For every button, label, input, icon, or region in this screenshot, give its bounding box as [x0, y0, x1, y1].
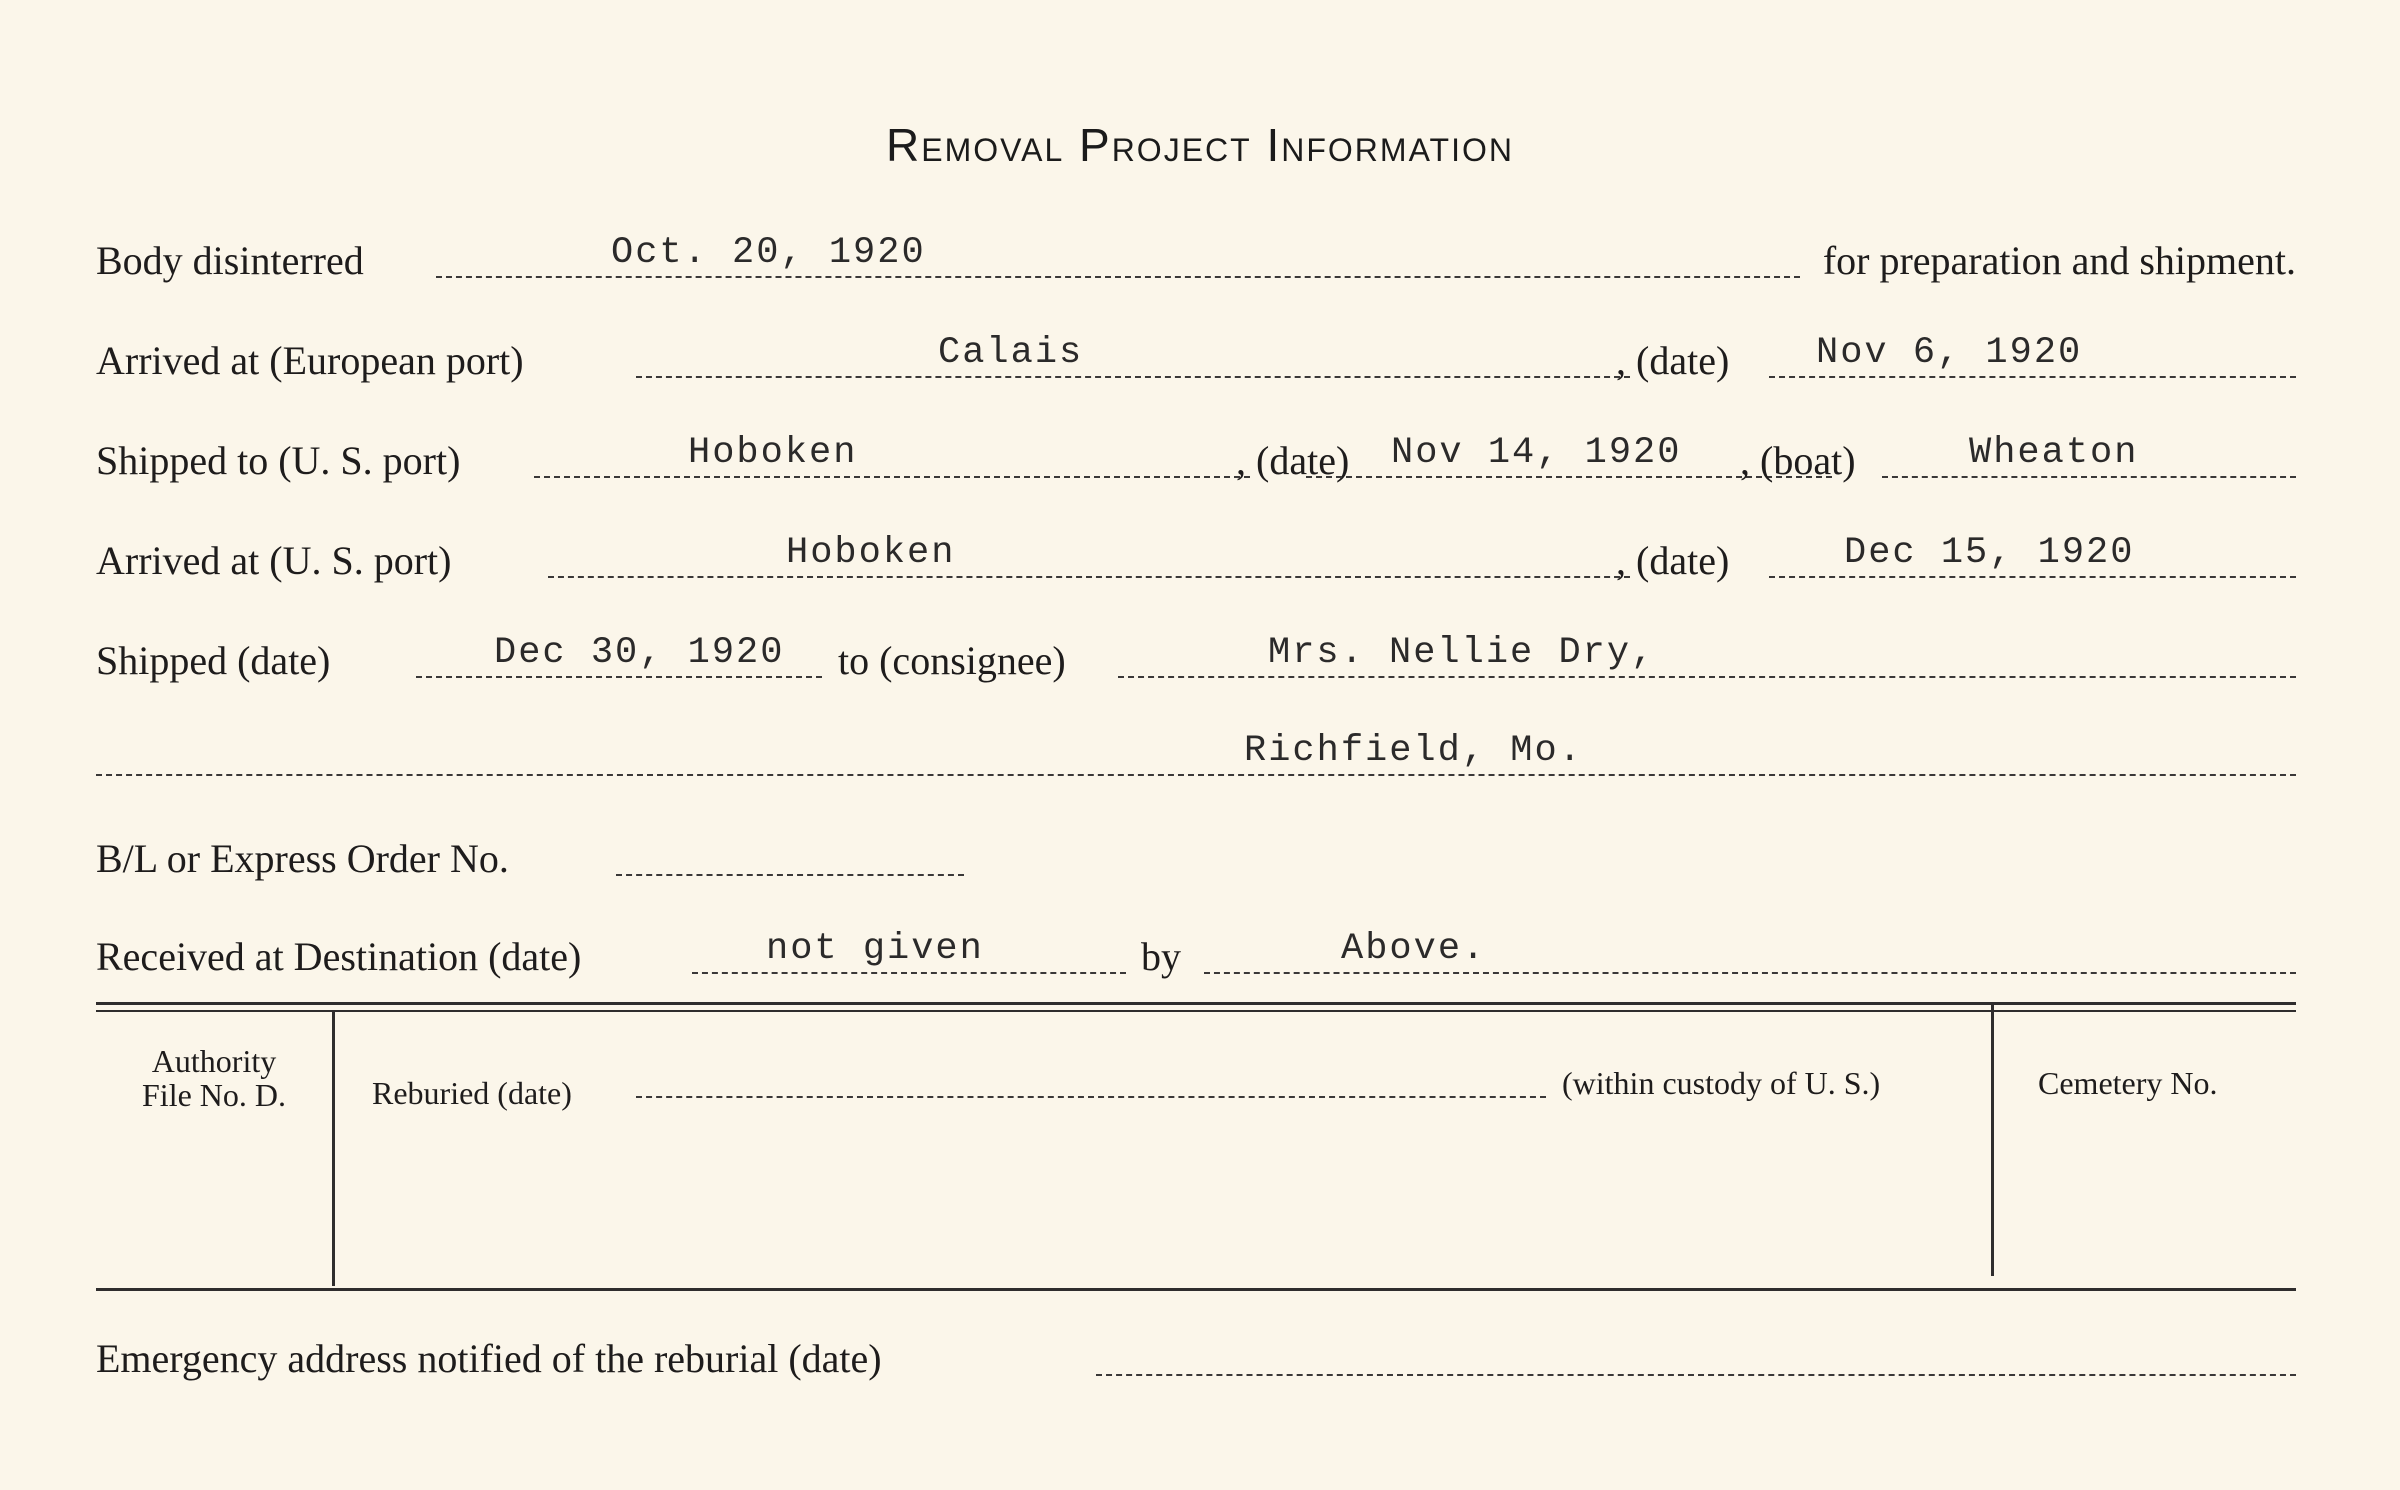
- label-disinterred-suffix: for preparation and shipment.: [1822, 238, 2296, 283]
- box-divider-right: [1991, 1004, 1994, 1276]
- row-shipped: [96, 622, 2296, 692]
- label-reburied: Reburied (date): [372, 1075, 572, 1111]
- row-received: [96, 918, 2296, 988]
- value-shipped-us: Hoboken: [688, 432, 858, 474]
- label-emergency: Emergency address notified of the reburial (date): [96, 1336, 882, 1381]
- line-shipped-us-boat: [1882, 476, 2296, 478]
- label-arrived-us: Arrived at (U. S. port): [96, 538, 452, 583]
- label-arrived-us-date: , (date): [1616, 538, 1730, 583]
- row-disinterred: [96, 222, 2296, 292]
- line-consignee: [1118, 676, 2296, 678]
- row-shipped-us: [96, 422, 2296, 492]
- box-bottom-rule: [96, 1288, 2296, 1291]
- label-received: Received at Destination (date): [96, 934, 582, 979]
- line-emergency: [1096, 1374, 2296, 1376]
- value-shipped: Dec 30, 1920: [494, 632, 785, 674]
- label-shipped-us: Shipped to (U. S. port): [96, 438, 461, 483]
- box-divider-left: [332, 1012, 335, 1286]
- value-consignee-line1: Mrs. Nellie Dry,: [1268, 632, 1656, 674]
- line-arrived-european-date: [1769, 376, 2296, 378]
- line-shipped-us: [534, 476, 1250, 478]
- line-shipped: [416, 676, 822, 678]
- line-disinterred: [436, 276, 1800, 278]
- row-consignee-continued: [96, 720, 2296, 790]
- label-custody: (within custody of U. S.): [1562, 1065, 1881, 1101]
- label-arrived-european-date: , (date): [1616, 338, 1730, 383]
- row-arrived-european: [96, 322, 2296, 392]
- value-received-by: Above.: [1341, 928, 1487, 970]
- label-shipped-us-date: , (date): [1236, 438, 1350, 483]
- label-shipped-us-boat: , (boat): [1740, 438, 1856, 483]
- value-consignee-line2: Richfield, Mo.: [1244, 730, 1583, 772]
- line-arrived-us: [548, 576, 1630, 578]
- line-received-by: [1204, 972, 2296, 974]
- value-shipped-us-date: Nov 14, 1920: [1391, 432, 1682, 474]
- box-top-rule-inner: [96, 1010, 2296, 1012]
- card-title: Removal Project Information: [886, 119, 1514, 171]
- label-consignee: to (consignee): [838, 638, 1066, 683]
- line-consignee-continued: [96, 774, 2296, 776]
- value-arrived-us-date: Dec 15, 1920: [1844, 532, 2135, 574]
- label-shipped: Shipped (date): [96, 638, 331, 683]
- label-authority: Authority: [151, 1043, 277, 1079]
- row-arrived-us: [96, 522, 2296, 592]
- value-disinterred: Oct. 20, 1920: [611, 232, 926, 274]
- value-arrived-us: Hoboken: [786, 532, 956, 574]
- label-bl: B/L or Express Order No.: [96, 836, 509, 881]
- value-shipped-us-boat: Wheaton: [1969, 432, 2139, 474]
- value-arrived-european: Calais: [938, 332, 1084, 374]
- value-arrived-european-date: Nov 6, 1920: [1816, 332, 2083, 374]
- line-arrived-us-date: [1769, 576, 2296, 578]
- label-file-no: File No. D.: [142, 1077, 286, 1113]
- value-received: not given: [766, 928, 984, 970]
- label-received-by: by: [1141, 934, 1181, 979]
- label-disinterred: Body disinterred: [96, 238, 364, 283]
- label-cemetery-no: Cemetery No.: [2038, 1065, 2218, 1101]
- line-received: [692, 972, 1126, 974]
- row-emergency: [96, 1320, 2296, 1390]
- row-bl: [96, 820, 2296, 890]
- line-reburied: [636, 1096, 1546, 1098]
- line-bl: [616, 874, 964, 876]
- box-top-rule: [96, 1002, 2296, 1005]
- line-arrived-european: [636, 376, 1630, 378]
- label-arrived-european: Arrived at (European port): [96, 338, 524, 383]
